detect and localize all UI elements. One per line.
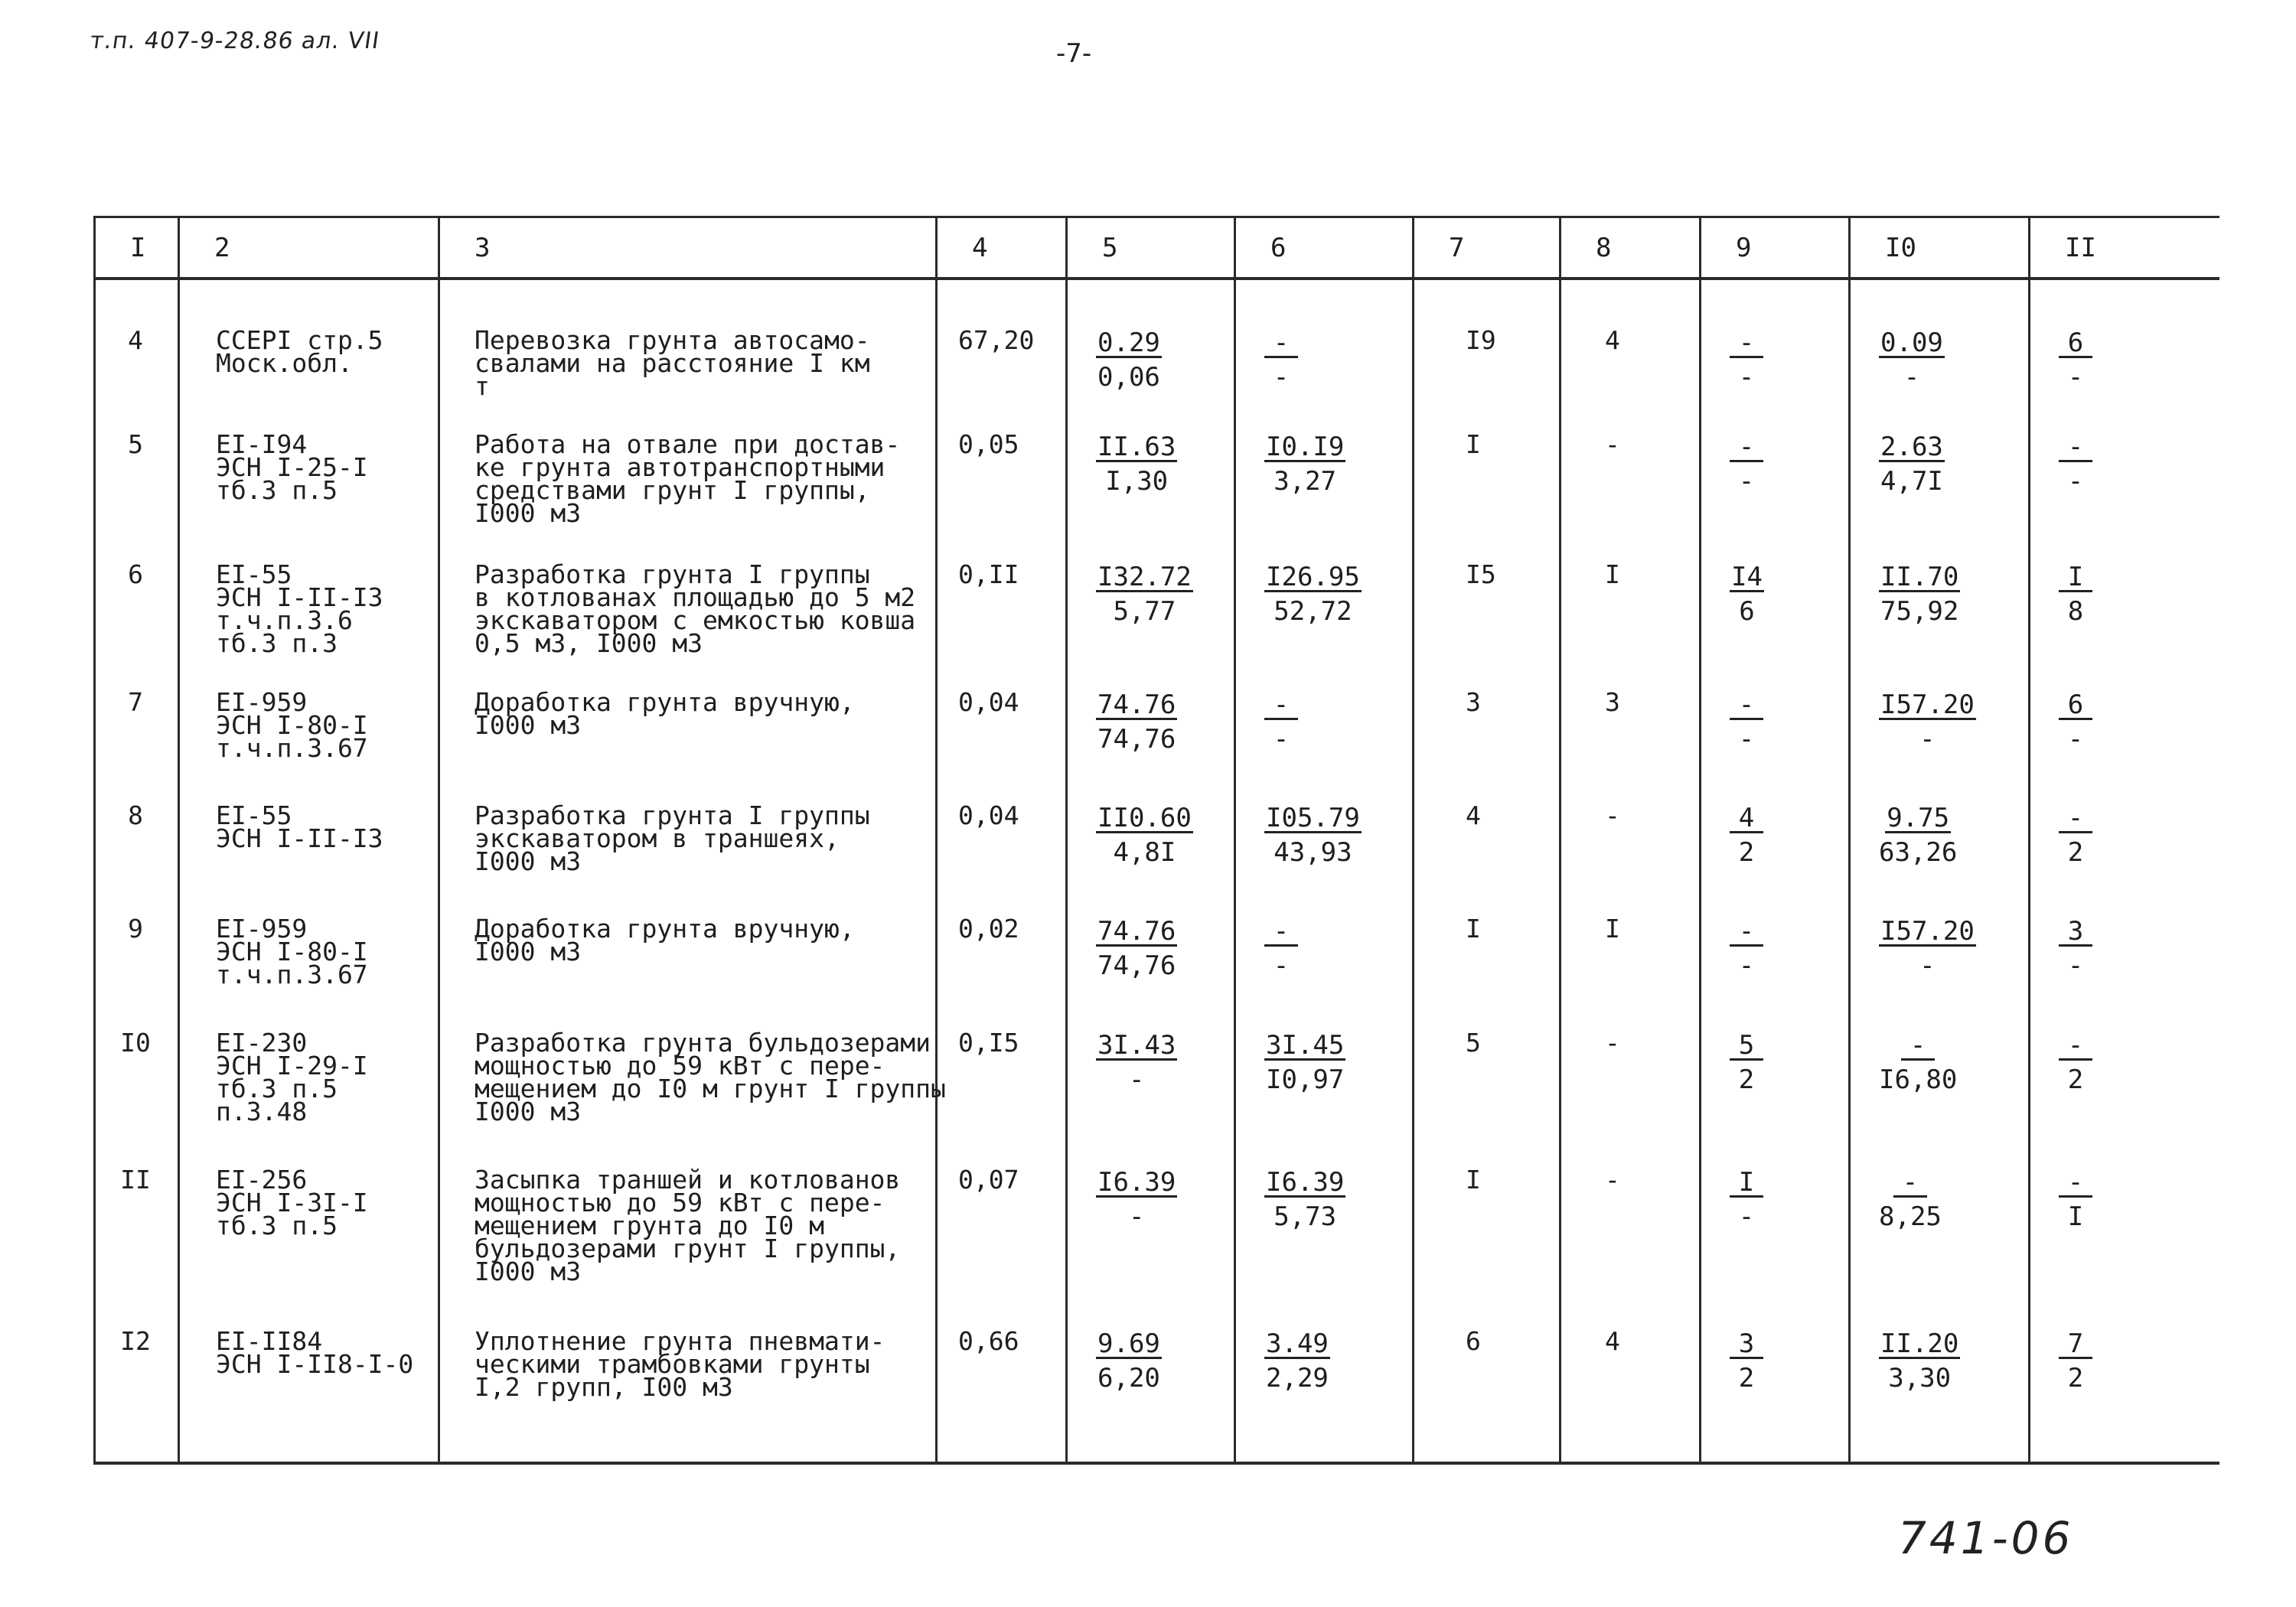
column-rule xyxy=(935,216,938,1462)
fraction-c6 xyxy=(1264,1167,1345,1230)
work-description: Уплотнение грунта пневмати- ческими трамбовками грунты I,2 групп, I00 м3 xyxy=(475,1326,885,1402)
header-bottom-rule xyxy=(93,277,2219,280)
fraction-numerator: I xyxy=(2059,564,2092,592)
fraction-denominator: I0,97 xyxy=(1266,1064,1345,1095)
column-rule xyxy=(178,216,180,1462)
row-number: I0 xyxy=(120,1028,151,1058)
fraction-numerator: 3I.45 xyxy=(1266,1030,1345,1061)
norm-code: EI-959 ЭСН I-80-I т.ч.п.3.67 xyxy=(216,914,368,989)
column-rule xyxy=(1065,216,1068,1462)
norm-code: EI-55 ЭСН I-II-I3 т.ч.п.3.6 тб.3 п.3 xyxy=(216,559,383,658)
col-7-value: I xyxy=(1466,1165,1481,1195)
fraction-numerator: 9.75 xyxy=(1887,803,1950,833)
fraction-c5 xyxy=(1096,328,1162,393)
norm-code: EI-II84 ЭСН I-II8-I-0 xyxy=(216,1326,414,1379)
work-description: Разработка грунта I группы экскаватором в траншеях, I000 м3 xyxy=(475,800,870,876)
fraction-c6 xyxy=(1264,1328,1330,1391)
row-number: 8 xyxy=(128,800,143,830)
fraction-denominator: - xyxy=(1273,950,1290,981)
fraction-numerator: I32.72 xyxy=(1097,562,1192,592)
quantity: 0,II xyxy=(958,559,1019,589)
fraction-numerator: I6.39 xyxy=(1097,1167,1176,1198)
table-top-rule xyxy=(93,216,2219,218)
fraction-numerator: - xyxy=(1730,434,1763,462)
fraction-denominator: 43,93 xyxy=(1274,837,1352,868)
quantity: 0,66 xyxy=(958,1326,1019,1356)
norm-code: EI-I94 ЭСН I-25-I тб.3 п.5 xyxy=(216,429,368,505)
quantity: 0,02 xyxy=(958,914,1019,944)
fraction-denominator: - xyxy=(1738,362,1755,393)
column-header: 9 xyxy=(1736,233,1752,263)
fraction-c6 xyxy=(1264,1030,1345,1093)
fraction-c10 xyxy=(1879,1167,1942,1230)
fraction-denominator: 6 xyxy=(1739,596,1755,627)
fraction-numerator: - xyxy=(1730,692,1763,720)
document-code: т.п. 407-9-28.86 ал. VII xyxy=(88,28,382,54)
page-number: -7- xyxy=(1056,38,1092,69)
fraction-c6 xyxy=(1264,562,1362,627)
column-rule xyxy=(1412,216,1414,1462)
fraction-c10 xyxy=(1879,1030,1957,1093)
fraction-denominator: 8,25 xyxy=(1879,1201,1942,1232)
col-7-value: I xyxy=(1466,429,1481,459)
fraction-numerator: - xyxy=(2059,1169,2092,1198)
fraction-numerator: I26.95 xyxy=(1266,562,1360,592)
fraction-numerator: - xyxy=(2059,434,2092,462)
fraction-numerator: II.70 xyxy=(1880,562,1959,592)
fraction-c9 xyxy=(1730,916,1763,979)
fraction-denominator: - xyxy=(2067,466,2084,497)
fraction-c9 xyxy=(1730,803,1763,868)
fraction-denominator: 2 xyxy=(2067,837,2084,868)
fraction-c9 xyxy=(1730,432,1763,497)
fraction-c11 xyxy=(2059,803,2092,868)
column-rule xyxy=(1559,216,1561,1462)
fraction-denominator: 74,76 xyxy=(1097,724,1176,755)
row-number: 5 xyxy=(128,429,143,459)
fraction-c10 xyxy=(1879,1328,1960,1391)
row-number: I2 xyxy=(120,1326,151,1356)
column-header: I0 xyxy=(1885,233,1916,263)
work-description: Доработка грунта вручную, I000 м3 xyxy=(475,687,855,740)
norm-code: EI-230 ЭСН I-29-I тб.3 п.5 п.3.48 xyxy=(216,1028,368,1126)
col-7-value: I5 xyxy=(1466,559,1496,589)
column-header: 8 xyxy=(1596,233,1612,263)
column-rule xyxy=(438,216,440,1462)
fraction-numerator: I6.39 xyxy=(1266,1167,1345,1198)
fraction-denominator: - xyxy=(2067,362,2084,393)
fraction-numerator: I4 xyxy=(1731,562,1763,592)
column-header: II xyxy=(2065,233,2096,263)
fraction-c11 xyxy=(2059,689,2092,755)
fraction-c10 xyxy=(1879,689,1976,755)
col-7-value: 3 xyxy=(1466,687,1481,717)
fraction-c10 xyxy=(1879,562,1960,627)
quantity: 0,05 xyxy=(958,429,1019,459)
column-header: I xyxy=(130,233,146,263)
row-number: 6 xyxy=(128,559,143,589)
fraction-c11 xyxy=(2059,916,2092,979)
fraction-c5 xyxy=(1096,1030,1177,1093)
fraction-denominator: - xyxy=(2067,724,2084,755)
fraction-denominator: 5,77 xyxy=(1113,596,1176,627)
fraction-denominator: - xyxy=(1273,724,1290,755)
fraction-c6 xyxy=(1264,432,1345,497)
fraction-denominator: 2 xyxy=(1738,1064,1755,1095)
fraction-numerator: I xyxy=(1730,1169,1763,1198)
quantity: 67,20 xyxy=(958,325,1035,355)
fraction-denominator: I6,80 xyxy=(1879,1064,1958,1095)
fraction-c6 xyxy=(1264,916,1298,979)
fraction-c5 xyxy=(1096,432,1177,497)
quantity: 0,07 xyxy=(958,1165,1019,1195)
fraction-denominator: 2 xyxy=(1738,837,1755,868)
column-header: 7 xyxy=(1449,233,1465,263)
fraction-denominator: - xyxy=(1738,466,1755,497)
work-description: Работа на отвале при достав- ке грунта автотранспортными средствами грунт I группы, I000 м3 xyxy=(475,429,901,528)
col-8-value: 3 xyxy=(1605,687,1620,717)
quantity: 0,04 xyxy=(958,800,1019,830)
col-8-value: - xyxy=(1605,1028,1620,1058)
fraction-denominator: - xyxy=(1738,1201,1755,1232)
fraction-numerator: 3 xyxy=(2059,918,2092,947)
column-header: 2 xyxy=(214,233,230,263)
fraction-numerator: I57.20 xyxy=(1880,916,1975,947)
row-number: 9 xyxy=(128,914,143,944)
fraction-denominator: - xyxy=(1128,1064,1145,1095)
fraction-numerator: 3.49 xyxy=(1266,1328,1329,1359)
fraction-numerator: I0.I9 xyxy=(1266,432,1345,462)
column-header: 6 xyxy=(1270,233,1287,263)
fraction-denominator: 4,8I xyxy=(1113,837,1176,868)
fraction-c10 xyxy=(1879,328,1945,393)
fraction-numerator: I05.79 xyxy=(1266,803,1360,833)
work-description: Разработка грунта бульдозерами мощностью до 59 кВт с пере- мещением до I0 м грунт I группы I000 м3 xyxy=(475,1028,946,1126)
fraction-denominator: 52,72 xyxy=(1274,596,1352,627)
fraction-numerator: - xyxy=(1901,1032,1935,1061)
norm-code: EI-256 ЭСН I-3I-I тб.3 п.5 xyxy=(216,1165,368,1240)
fraction-denominator: 74,76 xyxy=(1097,950,1176,981)
fraction-denominator: 8 xyxy=(2067,596,2084,627)
fraction-denominator: - xyxy=(1273,362,1290,393)
column-header: 5 xyxy=(1102,233,1118,263)
fraction-numerator: 3 xyxy=(1730,1331,1763,1359)
col-8-value: 4 xyxy=(1605,1326,1620,1356)
work-description: Перевозка грунта автосамо- свалами на расстояние I км т xyxy=(475,325,870,401)
fraction-c10 xyxy=(1879,432,1945,497)
norm-code: EI-55 ЭСН I-II-I3 xyxy=(216,800,383,853)
col-7-value: 6 xyxy=(1466,1326,1481,1356)
fraction-numerator: - xyxy=(1730,330,1763,358)
col-8-value: - xyxy=(1605,1165,1620,1195)
table-bottom-rule xyxy=(93,1462,2219,1465)
norm-code: ССЕРI стр.5 Моск.обл. xyxy=(216,325,383,378)
column-header: 3 xyxy=(475,233,491,263)
col-8-value: - xyxy=(1605,800,1620,830)
fraction-numerator: 4 xyxy=(1730,805,1763,833)
fraction-numerator: - xyxy=(1264,330,1298,358)
column-rule xyxy=(93,216,96,1462)
col-8-value: 4 xyxy=(1605,325,1620,355)
fraction-numerator: 6 xyxy=(2059,330,2092,358)
column-header: 4 xyxy=(972,233,988,263)
fraction-c10 xyxy=(1879,803,1958,868)
fraction-denominator: - xyxy=(1128,1201,1145,1232)
fraction-c11 xyxy=(2059,562,2092,627)
norm-code: EI-959 ЭСН I-80-I т.ч.п.3.67 xyxy=(216,687,368,763)
fraction-numerator: II.20 xyxy=(1880,1328,1959,1359)
col-7-value: I9 xyxy=(1466,325,1496,355)
fraction-denominator: 0,06 xyxy=(1097,362,1160,393)
fraction-numerator: 9.69 xyxy=(1097,1328,1160,1359)
col-7-value: 5 xyxy=(1466,1028,1481,1058)
fraction-c9 xyxy=(1730,1167,1763,1230)
col-8-value: - xyxy=(1605,429,1620,459)
fraction-numerator: II0.60 xyxy=(1097,803,1192,833)
fraction-numerator: - xyxy=(1264,918,1298,947)
fraction-numerator: 74.76 xyxy=(1097,689,1176,720)
fraction-c9 xyxy=(1730,562,1764,627)
fraction-denominator: - xyxy=(1738,950,1755,981)
fraction-c6 xyxy=(1264,328,1298,393)
fraction-c9 xyxy=(1730,689,1763,755)
sheet-number: 741-06 xyxy=(1898,1512,2074,1564)
fraction-numerator: 0.09 xyxy=(1880,328,1943,358)
fraction-numerator: - xyxy=(2059,805,2092,833)
fraction-denominator: 75,92 xyxy=(1880,596,1959,627)
fraction-numerator: 0.29 xyxy=(1097,328,1160,358)
fraction-numerator: - xyxy=(2059,1032,2092,1061)
fraction-numerator: 5 xyxy=(1730,1032,1763,1061)
fraction-c5 xyxy=(1096,916,1177,979)
column-rule xyxy=(2028,216,2030,1462)
fraction-numerator: II.63 xyxy=(1097,432,1176,462)
fraction-denominator: 2 xyxy=(2067,1064,2084,1095)
row-number: II xyxy=(120,1165,151,1195)
column-rule xyxy=(1699,216,1701,1462)
col-7-value: I xyxy=(1466,914,1481,944)
fraction-denominator: 2 xyxy=(1738,1363,1755,1393)
work-description: Разработка грунта I группы в котлованах площадью до 5 м2 экскаватором с емкостью ковша 0,5 м3, I000 м3 xyxy=(475,559,916,658)
quantity: 0,04 xyxy=(958,687,1019,717)
fraction-denominator: 3,27 xyxy=(1274,466,1337,497)
fraction-c5 xyxy=(1096,1167,1177,1230)
fraction-c11 xyxy=(2059,328,2092,393)
fraction-denominator: 2,29 xyxy=(1266,1363,1329,1393)
fraction-c5 xyxy=(1096,803,1193,868)
fraction-c5 xyxy=(1096,562,1193,627)
fraction-denominator: I,30 xyxy=(1105,466,1169,497)
fraction-c9 xyxy=(1730,1328,1763,1391)
fraction-c11 xyxy=(2059,432,2092,497)
fraction-c11 xyxy=(2059,1328,2092,1391)
fraction-c9 xyxy=(1730,1030,1763,1093)
col-8-value: I xyxy=(1605,914,1620,944)
work-description: Доработка грунта вручную, I000 м3 xyxy=(475,914,855,966)
fraction-denominator: - xyxy=(1738,724,1755,755)
fraction-denominator: 4,7I xyxy=(1880,466,1943,497)
fraction-c9 xyxy=(1730,328,1763,393)
col-8-value: I xyxy=(1605,559,1620,589)
fraction-c11 xyxy=(2059,1167,2092,1230)
fraction-numerator: 3I.43 xyxy=(1097,1030,1176,1061)
fraction-numerator: 74.76 xyxy=(1097,916,1176,947)
fraction-denominator: - xyxy=(2067,950,2084,981)
fraction-c10 xyxy=(1879,916,1976,979)
col-7-value: 4 xyxy=(1466,800,1481,830)
fraction-c6 xyxy=(1264,689,1298,755)
fraction-denominator: 3,30 xyxy=(1888,1363,1952,1393)
fraction-denominator: 63,26 xyxy=(1879,837,1958,868)
fraction-c5 xyxy=(1096,1328,1162,1391)
column-rule xyxy=(1848,216,1851,1462)
fraction-c11 xyxy=(2059,1030,2092,1093)
fraction-denominator: - xyxy=(1903,362,1920,393)
fraction-denominator: - xyxy=(1919,950,1936,981)
fraction-denominator: - xyxy=(1919,724,1936,755)
fraction-c6 xyxy=(1264,803,1362,868)
column-rule xyxy=(1234,216,1236,1462)
fraction-numerator: 2.63 xyxy=(1880,432,1943,462)
fraction-numerator: 6 xyxy=(2059,692,2092,720)
fraction-c5 xyxy=(1096,689,1177,755)
fraction-denominator: 6,20 xyxy=(1097,1363,1160,1393)
work-description: Засыпка траншей и котлованов мощностью до 59 кВт с пере- мещением грунта до I0 м бульдозерами грунт I группы, I000 м3 xyxy=(475,1165,901,1286)
quantity: 0,I5 xyxy=(958,1028,1019,1058)
fraction-numerator: - xyxy=(1730,918,1763,947)
row-number: 7 xyxy=(128,687,143,717)
fraction-denominator: 5,73 xyxy=(1274,1201,1337,1232)
fraction-denominator: I xyxy=(2067,1201,2084,1232)
fraction-numerator: - xyxy=(1264,692,1298,720)
fraction-numerator: 7 xyxy=(2059,1331,2092,1359)
fraction-denominator: 2 xyxy=(2067,1363,2084,1393)
row-number: 4 xyxy=(128,325,143,355)
fraction-numerator: - xyxy=(1893,1169,1927,1198)
fraction-numerator: I57.20 xyxy=(1880,689,1975,720)
